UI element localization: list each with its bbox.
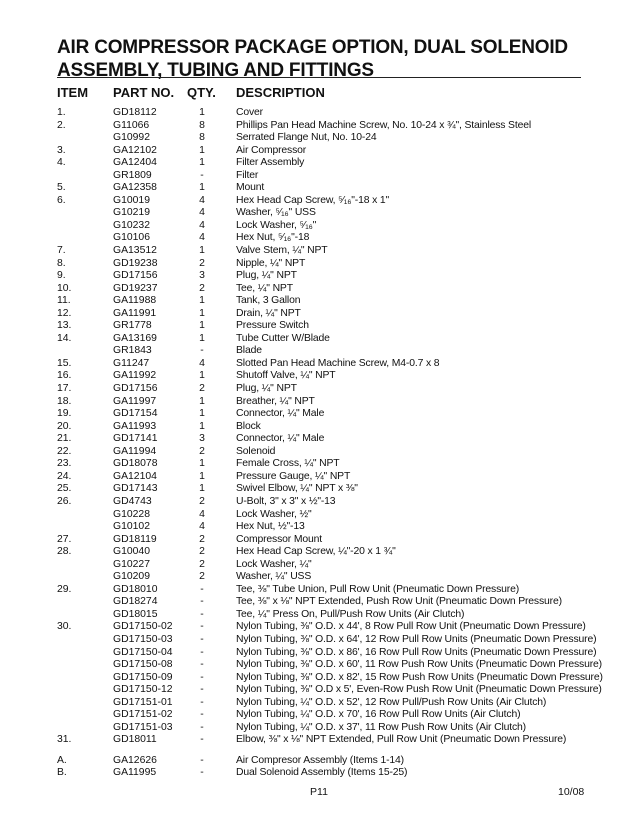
quantity: - — [200, 684, 204, 696]
page-title: AIR COMPRESSOR PACKAGE OPTION, DUAL SOLENOID ASSEMBLY, TUBING AND FITTINGS — [57, 37, 568, 81]
quantity: 2 — [199, 445, 205, 457]
part-number: G10209 — [113, 571, 150, 583]
description: Solenoid — [236, 445, 276, 457]
revision-date: 10/08 — [558, 786, 585, 798]
parts-row — [0, 195, 638, 208]
description: Plug, ¼" NPT — [236, 270, 297, 282]
description: Compressor Mount — [236, 533, 322, 545]
part-number: G10227 — [113, 558, 150, 570]
section-gap — [0, 747, 638, 755]
description: Tank, 3 Gallon — [236, 295, 301, 307]
quantity: - — [200, 633, 204, 645]
part-number: GD17150-09 — [113, 671, 173, 683]
item-number: 5. — [57, 182, 66, 194]
description: Lock Washer, ¼" — [236, 558, 312, 570]
quantity: 1 — [199, 144, 205, 156]
quantity: - — [200, 696, 204, 708]
part-number: GD17141 — [113, 433, 158, 445]
header-item: ITEM — [57, 85, 89, 100]
parts-row — [0, 396, 638, 409]
quantity: 1 — [199, 420, 205, 432]
parts-row — [0, 383, 638, 396]
description: Pressure Gauge, ¼" NPT — [236, 470, 351, 482]
quantity: 2 — [199, 257, 205, 269]
part-number: GA13169 — [113, 332, 157, 344]
item-number: 4. — [57, 157, 66, 169]
assembly-row — [0, 767, 638, 780]
item-number: 19. — [57, 408, 72, 420]
parts-row — [0, 120, 638, 133]
part-number: G11066 — [113, 119, 150, 131]
part-number: GD17150-03 — [113, 633, 173, 645]
quantity: 4 — [199, 357, 205, 369]
quantity: 2 — [199, 571, 205, 583]
quantity: 3 — [199, 270, 205, 282]
quantity: 2 — [199, 546, 205, 558]
quantity: - — [200, 734, 204, 746]
description: Connector, ¼" Male — [236, 433, 325, 445]
parts-row — [0, 571, 638, 584]
quantity: - — [200, 671, 204, 683]
quantity: - — [200, 345, 204, 357]
parts-row — [0, 295, 638, 308]
parts-row — [0, 684, 638, 697]
parts-row — [0, 182, 638, 195]
part-number: GA11991 — [113, 307, 157, 319]
part-number: GD17156 — [113, 270, 158, 282]
parts-row — [0, 496, 638, 509]
part-number: G10219 — [113, 207, 150, 219]
part-number: GA13512 — [113, 245, 157, 257]
quantity: 4 — [199, 508, 205, 520]
part-number: GD18015 — [113, 608, 158, 620]
part-number: G10040 — [113, 546, 150, 558]
description: Shutoff Valve, ¼" NPT — [236, 370, 336, 382]
quantity: - — [200, 767, 204, 779]
item-number: 7. — [57, 245, 66, 257]
description: Nylon Tubing, ⅜" O.D. x 64', 12 Row Pull Row Units (Pneumatic Down Pressure) — [236, 633, 597, 645]
item-number: 28. — [57, 546, 72, 558]
parts-row — [0, 107, 638, 120]
item-number: 26. — [57, 495, 72, 507]
description: Tee, ¼" Press On, Pull/Push Row Units (Air Clutch) — [236, 608, 465, 620]
parts-row — [0, 609, 638, 622]
description: Female Cross, ¼" NPT — [236, 458, 340, 470]
part-number: GD18119 — [113, 533, 157, 545]
parts-row — [0, 421, 638, 434]
item-number: 9. — [57, 270, 66, 282]
description: Nylon Tubing, ⅜" O.D. x 44', 8 Row Pull Row Unit (Pneumatic Down Pressure) — [236, 621, 586, 633]
parts-row — [0, 283, 638, 296]
quantity: 1 — [199, 395, 205, 407]
description: Connector, ¼" Male — [236, 408, 325, 420]
parts-row — [0, 559, 638, 572]
parts-row — [0, 647, 638, 660]
parts-row — [0, 596, 638, 609]
part-number: GD17143 — [113, 483, 158, 495]
description: Plug, ¼" NPT — [236, 383, 297, 395]
item-number: 31. — [57, 734, 72, 746]
quantity: - — [200, 721, 204, 733]
part-number: GA11997 — [113, 395, 157, 407]
part-number: GD19237 — [113, 282, 158, 294]
quantity: 1 — [199, 320, 205, 332]
item-number: 8. — [57, 257, 66, 269]
parts-row — [0, 132, 638, 145]
description: Nylon Tubing, ¼" O.D. x 70', 16 Row Pull Row Units (Air Clutch) — [236, 709, 521, 721]
header-description: DESCRIPTION — [236, 85, 325, 100]
quantity: - — [200, 596, 204, 608]
part-number: GD17151-01 — [113, 696, 173, 708]
part-number: GD17154 — [113, 408, 158, 420]
item-number: 10. — [57, 282, 72, 294]
quantity: 1 — [199, 182, 205, 194]
parts-row — [0, 207, 638, 220]
description: Hex Nut, ⁵⁄₁₆"-18 — [236, 232, 310, 244]
part-number: GD18274 — [113, 596, 158, 608]
part-number: GA11993 — [113, 420, 157, 432]
part-number: GR1778 — [113, 320, 152, 332]
description: Nylon Tubing, ⅜" O.D. x 82', 15 Row Push Row Units (Pneumatic Down Pressure) — [236, 671, 603, 683]
description: Filter — [236, 169, 259, 181]
description: Drain, ¼" NPT — [236, 307, 301, 319]
parts-row — [0, 220, 638, 233]
quantity: 1 — [199, 295, 205, 307]
parts-row — [0, 270, 638, 283]
description: Tee, ¼" NPT — [236, 282, 293, 294]
part-number: GA11992 — [113, 370, 157, 382]
item-number: 15. — [57, 357, 72, 369]
part-number: GA12626 — [113, 754, 157, 766]
parts-row — [0, 370, 638, 383]
item-number: 23. — [57, 458, 72, 470]
item-number: 14. — [57, 332, 72, 344]
description: Air Compressor — [236, 144, 307, 156]
parts-row — [0, 433, 638, 446]
quantity: 2 — [199, 533, 205, 545]
item-number: 18. — [57, 395, 72, 407]
parts-row — [0, 483, 638, 496]
item-number: 21. — [57, 433, 72, 445]
quantity: 4 — [199, 219, 205, 231]
parts-row — [0, 584, 638, 597]
item-number: A. — [57, 754, 67, 766]
part-number: GD18010 — [113, 583, 158, 595]
item-number: 2. — [57, 119, 66, 131]
title-divider — [57, 77, 581, 78]
item-number: 29. — [57, 583, 72, 595]
item-number: B. — [57, 767, 67, 779]
parts-row — [0, 634, 638, 647]
item-number: 20. — [57, 420, 72, 432]
part-number: GD17156 — [113, 383, 158, 395]
part-number: GR1843 — [113, 345, 152, 357]
part-number: G10019 — [113, 194, 150, 206]
description: Cover — [236, 107, 263, 118]
description: Lock Washer, ⁵⁄₁₆" — [236, 219, 317, 231]
parts-row — [0, 672, 638, 685]
part-number: G10228 — [113, 508, 150, 520]
quantity: 1 — [199, 157, 205, 169]
part-number: GA12104 — [113, 470, 157, 482]
quantity: 1 — [199, 245, 205, 257]
quantity: - — [200, 621, 204, 633]
quantity: - — [200, 709, 204, 721]
quantity: 1 — [199, 307, 205, 319]
description: Nylon Tubing, ⅜" O.D. x 86', 16 Row Pull Row Units (Pneumatic Down Pressure) — [236, 646, 597, 658]
quantity: 1 — [199, 483, 205, 495]
item-number: 27. — [57, 533, 72, 545]
description: Pressure Switch — [236, 320, 309, 332]
quantity: - — [200, 646, 204, 658]
description: Elbow, ⅜" x ⅛" NPT Extended, Pull Row Unit (Pneumatic Down Pressure) — [236, 734, 567, 746]
parts-row — [0, 509, 638, 522]
quantity: - — [200, 754, 204, 766]
item-number: 12. — [57, 307, 72, 319]
item-number: 13. — [57, 320, 72, 332]
quantity: 4 — [199, 232, 205, 244]
parts-row — [0, 659, 638, 672]
parts-row — [0, 358, 638, 371]
parts-row — [0, 245, 638, 258]
parts-row — [0, 258, 638, 271]
part-number: GD4743 — [113, 495, 152, 507]
description: Washer, ⁵⁄₁₆" USS — [236, 207, 316, 219]
part-number: GA11994 — [113, 445, 157, 457]
quantity: 2 — [199, 282, 205, 294]
part-number: GD17151-03 — [113, 721, 173, 733]
item-number: 16. — [57, 370, 72, 382]
parts-row — [0, 734, 638, 747]
quantity: - — [200, 659, 204, 671]
quantity: 4 — [199, 521, 205, 533]
description: U-Bolt, 3" x 3" x ½"-13 — [236, 495, 336, 507]
description: Tube Cutter W/Blade — [236, 332, 330, 344]
item-number: 3. — [57, 144, 66, 156]
page-number: P11 — [310, 786, 328, 798]
quantity: 3 — [199, 433, 205, 445]
quantity: - — [200, 169, 204, 181]
description: Serrated Flange Nut, No. 10-24 — [236, 132, 377, 144]
part-number: GD18112 — [113, 107, 157, 118]
part-number: GA12404 — [113, 157, 157, 169]
parts-row — [0, 408, 638, 421]
parts-row — [0, 621, 638, 634]
quantity: 1 — [199, 408, 205, 420]
part-number: G11247 — [113, 357, 150, 369]
part-number: GR1809 — [113, 169, 152, 181]
quantity: 1 — [199, 370, 205, 382]
part-number: GA12102 — [113, 144, 157, 156]
quantity: 8 — [199, 119, 205, 131]
parts-row — [0, 333, 638, 346]
parts-row — [0, 157, 638, 170]
description: Nylon Tubing, ⅜" O.D. x 60', 11 Row Push Row Units (Pneumatic Down Pressure) — [236, 659, 602, 671]
description: Washer, ¼" USS — [236, 571, 312, 583]
quantity: 4 — [199, 207, 205, 219]
parts-row — [0, 534, 638, 547]
item-number: 11. — [57, 295, 71, 307]
part-number: GA12358 — [113, 182, 157, 194]
part-number: GD17150-08 — [113, 659, 173, 671]
description: Block — [236, 420, 261, 432]
part-number: G10106 — [113, 232, 150, 244]
description: Dual Solenoid Assembly (Items 15-25) — [236, 767, 408, 779]
description: Nylon Tubing, ¼" O.D. x 52', 12 Row Pull/Push Row Units (Air Clutch) — [236, 696, 547, 708]
description: Lock Washer, ½" — [236, 508, 312, 520]
description: Tee, ⅜" Tube Union, Pull Row Unit (Pneumatic Down Pressure) — [236, 583, 520, 595]
parts-row — [0, 697, 638, 710]
item-number: 24. — [57, 470, 72, 482]
description: Hex Head Cap Screw, ¼"-20 x 1 ¾" — [236, 546, 396, 558]
parts-row — [0, 471, 638, 484]
description: Phillips Pan Head Machine Screw, No. 10-24 x ¾", Stainless Steel — [236, 119, 531, 131]
description: Mount — [236, 182, 265, 194]
item-number: 17. — [57, 383, 72, 395]
part-number: G10992 — [113, 132, 150, 144]
quantity: - — [200, 583, 204, 595]
quantity: 2 — [199, 383, 205, 395]
part-number: GD18011 — [113, 734, 157, 746]
description: Blade — [236, 345, 262, 357]
parts-row — [0, 722, 638, 735]
description: Breather, ¼" NPT — [236, 395, 315, 407]
parts-row — [0, 145, 638, 158]
parts-row — [0, 546, 638, 559]
parts-row — [0, 521, 638, 534]
part-number: GA11988 — [113, 295, 157, 307]
quantity: 2 — [199, 495, 205, 507]
header-part-no: PART NO. — [113, 85, 175, 100]
description: Air Compresor Assembly (Items 1-14) — [236, 754, 404, 766]
part-number: GD19238 — [113, 257, 158, 269]
description: Nylon Tubing, ¼" O.D. x 37', 11 Row Push Row Units (Air Clutch) — [236, 721, 526, 733]
part-number: GD17151-02 — [113, 709, 173, 721]
part-number: GA11995 — [113, 767, 157, 779]
quantity: 8 — [199, 132, 205, 144]
description: Swivel Elbow, ¼" NPT x ⅜" — [236, 483, 358, 495]
assembly-row — [0, 755, 638, 768]
description: Nipple, ¼" NPT — [236, 257, 306, 269]
parts-row — [0, 170, 638, 183]
quantity: 1 — [199, 332, 205, 344]
part-number: GD17150-02 — [113, 621, 173, 633]
part-number: GD17150-12 — [113, 684, 173, 696]
quantity: 1 — [199, 107, 205, 118]
part-number: GD17150-04 — [113, 646, 173, 658]
description: Valve Stem, ¼" NPT — [236, 245, 328, 257]
description: Nylon Tubing, ⅜" O.D x 5', Even-Row Push Row Unit (Pneumatic Down Pressure) — [236, 684, 602, 696]
part-number: G10232 — [113, 219, 150, 231]
parts-table — [0, 107, 638, 780]
description: Filter Assembly — [236, 157, 305, 169]
parts-row — [0, 308, 638, 321]
parts-row — [0, 320, 638, 333]
quantity: 1 — [199, 470, 205, 482]
item-number: 1. — [57, 107, 66, 118]
parts-row — [0, 709, 638, 722]
description: Slotted Pan Head Machine Screw, M4-0.7 x 8 — [236, 357, 440, 369]
item-number: 6. — [57, 194, 66, 206]
quantity: 1 — [199, 458, 205, 470]
quantity: 4 — [199, 194, 205, 206]
part-number: G10102 — [113, 521, 150, 533]
item-number: 30. — [57, 621, 72, 633]
description: Hex Nut, ½"-13 — [236, 521, 305, 533]
parts-row — [0, 458, 638, 471]
item-number: 22. — [57, 445, 72, 457]
quantity: 2 — [199, 558, 205, 570]
description: Tee, ⅜" x ⅛" NPT Extended, Push Row Unit (Pneumatic Down Pressure) — [236, 596, 562, 608]
description: Hex Head Cap Screw, ⁵⁄₁₆"-18 x 1" — [236, 194, 390, 206]
parts-row — [0, 345, 638, 358]
part-number: GD18078 — [113, 458, 158, 470]
parts-row — [0, 232, 638, 245]
quantity: - — [200, 608, 204, 620]
parts-row — [0, 446, 638, 459]
header-qty: QTY. — [187, 85, 216, 100]
item-number: 25. — [57, 483, 72, 495]
